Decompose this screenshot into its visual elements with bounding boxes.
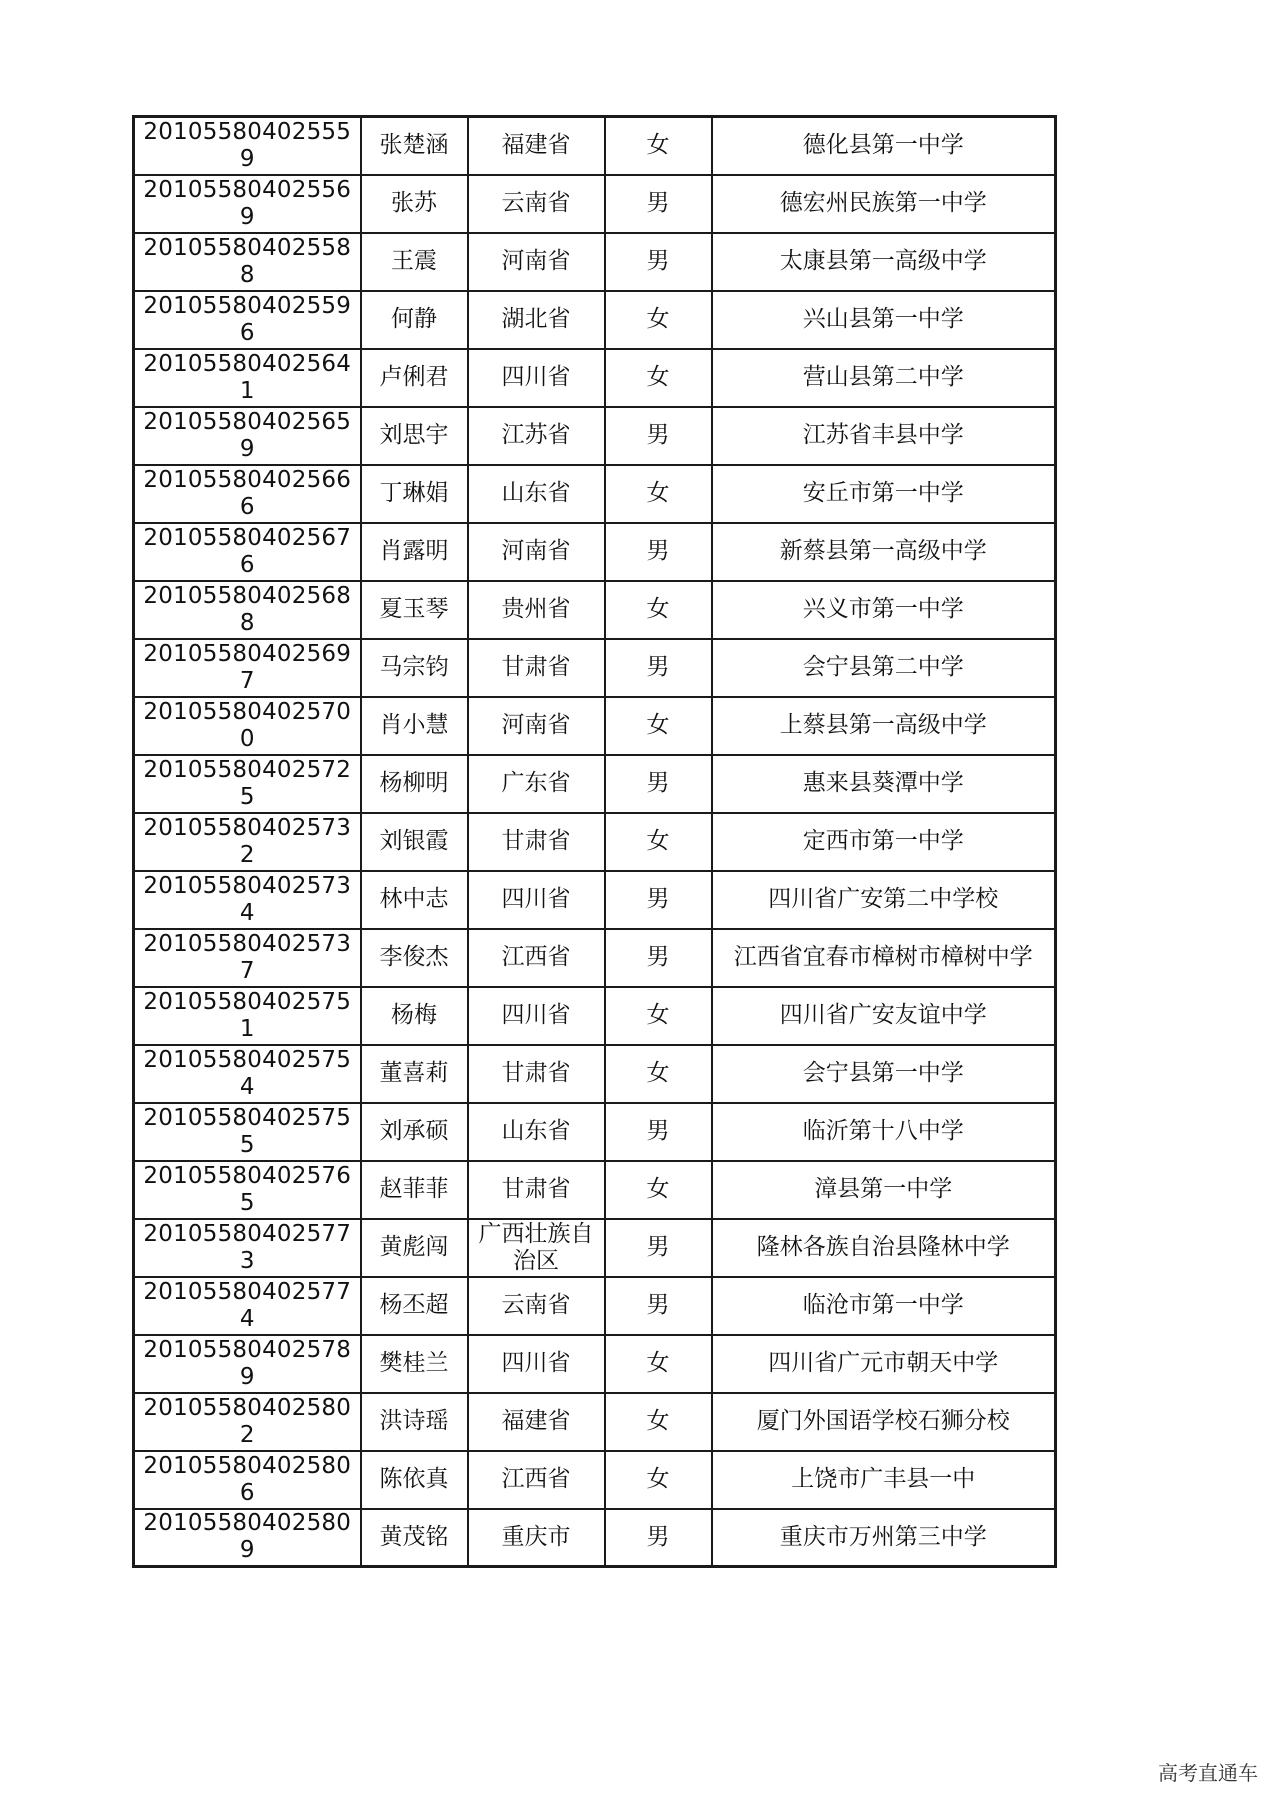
candidate-id-cell: 201055804025700 [134,697,361,755]
candidate-id-cell: 201055804025641 [134,349,361,407]
gender-cell: 男 [605,1509,712,1567]
gender-cell: 女 [605,581,712,639]
gender-cell: 男 [605,1277,712,1335]
candidate-id-cell: 201055804025659 [134,407,361,465]
table-row [134,1103,1056,1161]
school-cell: 德宏州民族第一中学 [712,175,1056,233]
student-name-cell: 赵菲菲 [361,1161,468,1219]
table-row [134,117,1056,175]
table-row [134,407,1056,465]
gender-cell: 女 [605,697,712,755]
candidate-id-cell: 201055804025806 [134,1451,361,1509]
gender-cell: 男 [605,233,712,291]
student-name-cell: 卢俐君 [361,349,468,407]
student-name-cell: 张楚涵 [361,117,468,175]
gender-cell: 女 [605,1161,712,1219]
student-name-cell: 杨丕超 [361,1277,468,1335]
student-name-cell: 肖小慧 [361,697,468,755]
province-cell: 河南省 [468,697,605,755]
province-cell: 四川省 [468,987,605,1045]
table-row [134,697,1056,755]
table-row [134,175,1056,233]
gender-cell: 女 [605,349,712,407]
table-row [134,1451,1056,1509]
student-roster-table [132,115,1057,1568]
province-cell: 福建省 [468,1393,605,1451]
school-cell: 重庆市万州第三中学 [712,1509,1056,1567]
province-cell: 山东省 [468,1103,605,1161]
province-cell: 广西壮族自治区 [468,1219,605,1277]
gender-cell: 女 [605,1393,712,1451]
table-row [134,1509,1056,1567]
province-cell: 四川省 [468,871,605,929]
student-name-cell: 刘银霞 [361,813,468,871]
table-row [134,1161,1056,1219]
gender-cell: 男 [605,523,712,581]
table-row [134,1335,1056,1393]
gender-cell: 女 [605,117,712,175]
table-row [134,1393,1056,1451]
table-row [134,987,1056,1045]
candidate-id-cell: 201055804025754 [134,1045,361,1103]
watermark-text: 高考直通车 [1158,1761,1258,1785]
province-cell: 甘肃省 [468,1161,605,1219]
candidate-id-cell: 201055804025732 [134,813,361,871]
candidate-id-cell: 201055804025765 [134,1161,361,1219]
student-name-cell: 何静 [361,291,468,349]
student-name-cell: 陈依真 [361,1451,468,1509]
table-row [134,233,1056,291]
school-cell: 临沧市第一中学 [712,1277,1056,1335]
gender-cell: 男 [605,1103,712,1161]
student-name-cell: 马宗钧 [361,639,468,697]
province-cell: 福建省 [468,117,605,175]
province-cell: 湖北省 [468,291,605,349]
student-name-cell: 肖露明 [361,523,468,581]
student-name-cell: 黄彪闯 [361,1219,468,1277]
candidate-id-cell: 201055804025666 [134,465,361,523]
gender-cell: 男 [605,871,712,929]
school-cell: 定西市第一中学 [712,813,1056,871]
province-cell: 重庆市 [468,1509,605,1567]
province-cell: 甘肃省 [468,639,605,697]
student-name-cell: 丁琳娟 [361,465,468,523]
student-name-cell: 杨梅 [361,987,468,1045]
school-cell: 江苏省丰县中学 [712,407,1056,465]
roster-body [134,117,1056,1567]
province-cell: 贵州省 [468,581,605,639]
gender-cell: 男 [605,755,712,813]
student-name-cell: 洪诗瑶 [361,1393,468,1451]
school-cell: 惠来县葵潭中学 [712,755,1056,813]
candidate-id-cell: 201055804025809 [134,1509,361,1567]
school-cell: 兴义市第一中学 [712,581,1056,639]
candidate-id-cell: 201055804025688 [134,581,361,639]
table-row [134,639,1056,697]
school-cell: 江西省宜春市樟树市樟树中学 [712,929,1056,987]
school-cell: 四川省广安友谊中学 [712,987,1056,1045]
gender-cell: 女 [605,813,712,871]
roster-sheet [132,115,1054,1568]
table-row [134,871,1056,929]
province-cell: 四川省 [468,1335,605,1393]
school-cell: 四川省广元市朝天中学 [712,1335,1056,1393]
student-name-cell: 董喜莉 [361,1045,468,1103]
school-cell: 隆林各族自治县隆林中学 [712,1219,1056,1277]
table-row [134,1219,1056,1277]
table-row [134,755,1056,813]
province-cell: 云南省 [468,175,605,233]
gender-cell: 男 [605,175,712,233]
gender-cell: 男 [605,407,712,465]
gender-cell: 女 [605,291,712,349]
candidate-id-cell: 201055804025774 [134,1277,361,1335]
table-row [134,1045,1056,1103]
table-row [134,813,1056,871]
candidate-id-cell: 201055804025751 [134,987,361,1045]
student-name-cell: 王震 [361,233,468,291]
student-name-cell: 夏玉琴 [361,581,468,639]
student-name-cell: 林中志 [361,871,468,929]
table-row [134,523,1056,581]
student-name-cell: 黄茂铭 [361,1509,468,1567]
candidate-id-cell: 201055804025802 [134,1393,361,1451]
province-cell: 四川省 [468,349,605,407]
gender-cell: 男 [605,639,712,697]
gender-cell: 男 [605,1219,712,1277]
student-name-cell: 张苏 [361,175,468,233]
school-cell: 上饶市广丰县一中 [712,1451,1056,1509]
candidate-id-cell: 201055804025596 [134,291,361,349]
province-cell: 江西省 [468,1451,605,1509]
school-cell: 新蔡县第一高级中学 [712,523,1056,581]
province-cell: 河南省 [468,233,605,291]
student-name-cell: 樊桂兰 [361,1335,468,1393]
school-cell: 太康县第一高级中学 [712,233,1056,291]
province-cell: 甘肃省 [468,1045,605,1103]
table-row [134,1277,1056,1335]
gender-cell: 女 [605,465,712,523]
candidate-id-cell: 201055804025755 [134,1103,361,1161]
student-name-cell: 杨柳明 [361,755,468,813]
province-cell: 云南省 [468,1277,605,1335]
province-cell: 甘肃省 [468,813,605,871]
province-cell: 广东省 [468,755,605,813]
table-row [134,929,1056,987]
province-cell: 河南省 [468,523,605,581]
province-cell: 山东省 [468,465,605,523]
candidate-id-cell: 201055804025697 [134,639,361,697]
school-cell: 上蔡县第一高级中学 [712,697,1056,755]
candidate-id-cell: 201055804025725 [134,755,361,813]
school-cell: 漳县第一中学 [712,1161,1056,1219]
candidate-id-cell: 201055804025559 [134,117,361,175]
school-cell: 营山县第二中学 [712,349,1056,407]
candidate-id-cell: 201055804025588 [134,233,361,291]
school-cell: 四川省广安第二中学校 [712,871,1056,929]
school-cell: 会宁县第二中学 [712,639,1056,697]
school-cell: 德化县第一中学 [712,117,1056,175]
gender-cell: 女 [605,1045,712,1103]
candidate-id-cell: 201055804025737 [134,929,361,987]
candidate-id-cell: 201055804025676 [134,523,361,581]
candidate-id-cell: 201055804025734 [134,871,361,929]
school-cell: 安丘市第一中学 [712,465,1056,523]
gender-cell: 男 [605,929,712,987]
school-cell: 厦门外国语学校石狮分校 [712,1393,1056,1451]
student-name-cell: 刘承硕 [361,1103,468,1161]
gender-cell: 女 [605,987,712,1045]
school-cell: 兴山县第一中学 [712,291,1056,349]
gender-cell: 女 [605,1451,712,1509]
gender-cell: 女 [605,1335,712,1393]
province-cell: 江苏省 [468,407,605,465]
candidate-id-cell: 201055804025569 [134,175,361,233]
candidate-id-cell: 201055804025773 [134,1219,361,1277]
table-row [134,349,1056,407]
student-name-cell: 刘思宇 [361,407,468,465]
school-cell: 临沂第十八中学 [712,1103,1056,1161]
student-name-cell: 李俊杰 [361,929,468,987]
province-cell: 江西省 [468,929,605,987]
candidate-id-cell: 201055804025789 [134,1335,361,1393]
school-cell: 会宁县第一中学 [712,1045,1056,1103]
table-row [134,465,1056,523]
table-row [134,291,1056,349]
table-row [134,581,1056,639]
